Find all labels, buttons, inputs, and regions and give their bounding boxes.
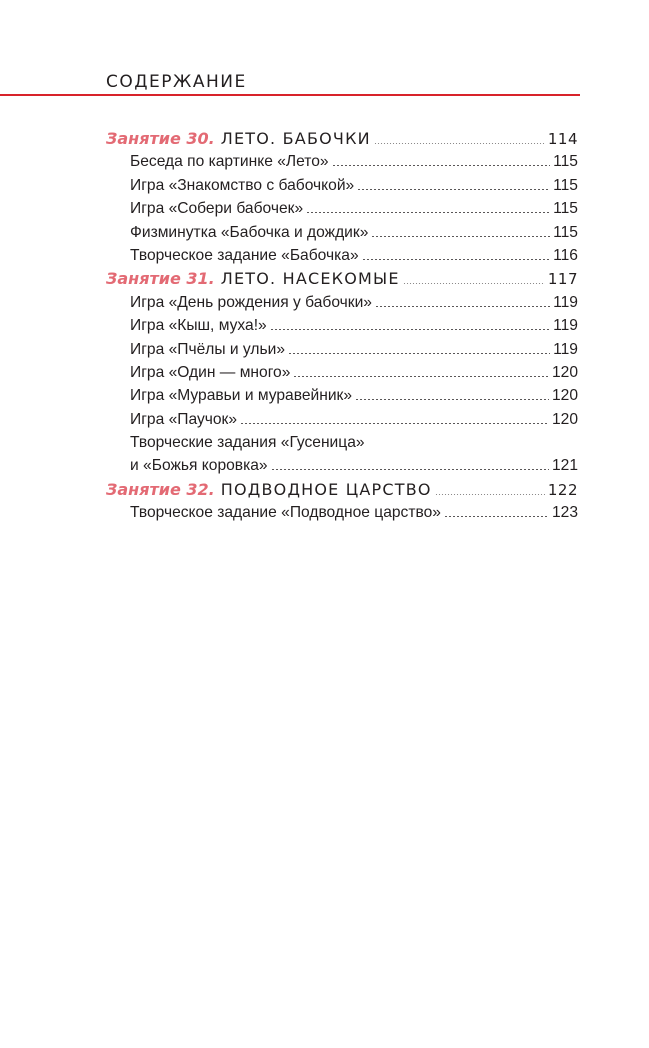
toc-item-text: Творческое задание «Подводное царство»: [130, 504, 441, 522]
dot-leader: [355, 399, 549, 400]
lesson-label: Занятие 32.: [106, 479, 215, 499]
page-number: 117: [547, 270, 578, 289]
dot-leader: [293, 376, 549, 377]
toc-item[interactable]: [106, 197, 578, 220]
toc-item-text: Игра «Кыш, муха!»: [130, 317, 267, 335]
dot-leader: [403, 283, 545, 284]
dot-leader: [444, 516, 549, 517]
toc-item[interactable]: [106, 384, 578, 407]
page-number: 115: [553, 200, 578, 218]
toc-item[interactable]: [106, 244, 578, 267]
toc-item-text: Творческое задание «Бабочка»: [130, 246, 359, 264]
toc-item-text: Игра «Один — много»: [130, 363, 291, 381]
page-number: 116: [553, 246, 578, 264]
toc-item-text: Игра «Знакомство с бабочкой»: [130, 176, 355, 194]
page-number: 119: [553, 293, 578, 311]
toc-item-text: Игра «День рождения у бабочки»: [130, 293, 372, 311]
dot-leader: [357, 189, 550, 190]
toc-item[interactable]: [106, 361, 578, 384]
header-rule: [0, 94, 580, 96]
page-number: 122: [547, 480, 578, 499]
lesson-32-entry[interactable]: [106, 478, 578, 501]
lesson-title: ЛЕТО. БАБОЧКИ: [220, 129, 371, 148]
page-number: 121: [551, 457, 578, 475]
page-number: 114: [547, 130, 578, 148]
toc-item[interactable]: [106, 221, 578, 244]
page-title: СОДЕРЖАНИЕ: [106, 72, 247, 92]
dot-leader: [270, 329, 550, 330]
toc-item[interactable]: [106, 454, 578, 477]
toc-item-text: Физминутка «Бабочка и дождик»: [130, 223, 369, 241]
dot-leader: [371, 236, 550, 237]
toc-item[interactable]: [106, 314, 578, 337]
toc-item[interactable]: [106, 150, 578, 173]
page-number: 120: [551, 410, 578, 428]
toc-item-text: Беседа по картинке «Лето»: [130, 153, 329, 171]
page-number: 120: [551, 387, 578, 405]
toc-item-text: Игра «Муравьи и муравейник»: [130, 387, 353, 405]
page-number: 119: [553, 340, 578, 358]
page-number: 120: [551, 363, 578, 381]
lesson-31-entry[interactable]: [106, 267, 578, 290]
dot-leader: [306, 212, 550, 213]
dot-leader: [271, 469, 549, 470]
dot-leader: [332, 165, 551, 166]
dot-leader: [375, 306, 550, 307]
lesson-label: Занятие 31.: [106, 269, 215, 289]
dot-leader: [374, 143, 545, 144]
toc-item[interactable]: [106, 408, 578, 431]
dot-leader: [435, 494, 545, 495]
page-number: 115: [553, 176, 578, 194]
page-number: 123: [551, 504, 578, 522]
lesson-title: ПОДВОДНОЕ ЦАРСТВО: [220, 479, 432, 499]
toc-item-text: Игра «Пчёлы и ульи»: [130, 340, 285, 358]
toc-item-text: и «Божья коровка»: [130, 457, 268, 475]
toc-item[interactable]: [106, 174, 578, 197]
page-number: 119: [553, 317, 578, 335]
toc-item[interactable]: [106, 338, 578, 361]
page-number: 115: [553, 153, 578, 171]
toc-item[interactable]: [106, 291, 578, 314]
toc-item[interactable]: [106, 501, 578, 524]
page-number: 115: [553, 223, 578, 241]
toc-item-text-line1[interactable]: Творческие задания «Гусеница»: [130, 434, 365, 452]
lesson-label: Занятие 30.: [106, 129, 215, 148]
table-of-contents: [106, 127, 578, 525]
toc-item-text: Игра «Собери бабочек»: [130, 200, 304, 218]
dot-leader: [362, 259, 551, 260]
dot-leader: [240, 423, 549, 424]
lesson-title: ЛЕТО. НАСЕКОМЫЕ: [220, 269, 400, 289]
dot-leader: [288, 353, 550, 354]
toc-item-text: Игра «Паучок»: [130, 410, 238, 428]
lesson-30-entry[interactable]: [106, 127, 578, 150]
